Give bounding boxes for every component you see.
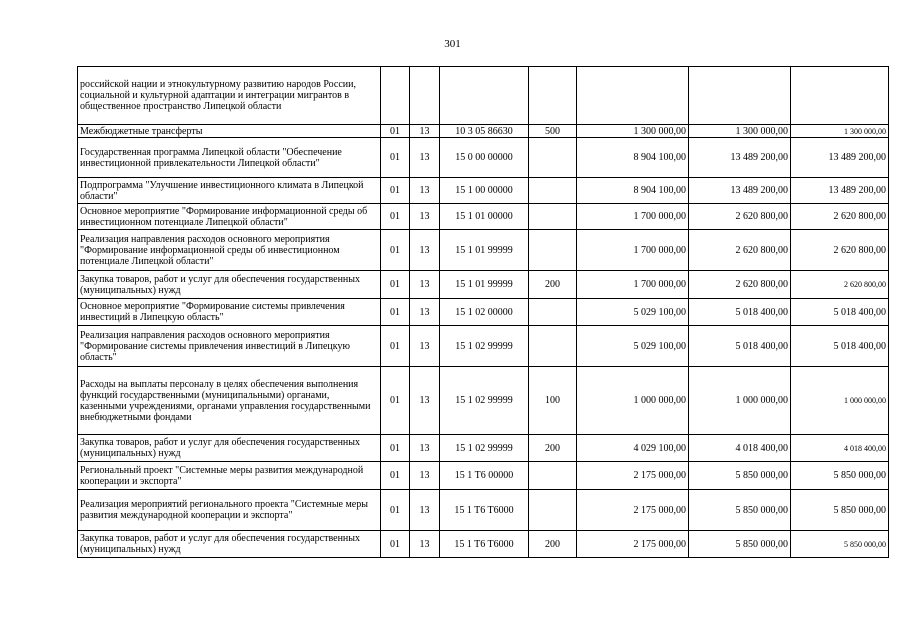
amount-year-2: 2 620 800,00 (689, 230, 791, 271)
target-article-code: 15 1 T6 T6000 (440, 531, 529, 558)
target-article-code: 15 1 T6 T6000 (440, 490, 529, 531)
expense-type-code: 200 (529, 435, 577, 462)
expense-type-code (529, 67, 577, 125)
row-description: Расходы на выплаты персоналу в целях обеспечения выполнения функций государственными (муниципальными) органами, казенными учреждениями, органами управления государственными внебюджетными фондами (78, 367, 381, 435)
section-code: 01 (381, 138, 410, 178)
amount-year-3: 13 489 200,00 (791, 178, 889, 204)
section-code: 01 (381, 230, 410, 271)
expense-type-code: 100 (529, 367, 577, 435)
amount-year-1: 1 700 000,00 (577, 230, 689, 271)
amount-year-3: 5 850 000,00 (791, 531, 889, 558)
expense-type-code (529, 490, 577, 531)
subsection-code: 13 (410, 462, 440, 490)
subsection-code: 13 (410, 178, 440, 204)
subsection-code: 13 (410, 125, 440, 138)
expense-type-code (529, 299, 577, 326)
target-article-code: 15 1 01 99999 (440, 271, 529, 299)
amount-year-2: 5 850 000,00 (689, 490, 791, 531)
target-article-code: 15 1 T6 00000 (440, 462, 529, 490)
amount-year-3: 2 620 800,00 (791, 230, 889, 271)
section-code: 01 (381, 490, 410, 531)
section-code: 01 (381, 326, 410, 367)
amount-year-3: 5 018 400,00 (791, 299, 889, 326)
row-description: Закупка товаров, работ и услуг для обеспечения государственных (муниципальных) нужд (78, 271, 381, 299)
target-article-code: 10 3 05 86630 (440, 125, 529, 138)
amount-year-2: 5 850 000,00 (689, 462, 791, 490)
expense-type-code (529, 204, 577, 230)
expense-type-code (529, 178, 577, 204)
expense-type-code: 200 (529, 531, 577, 558)
row-description: Государственная программа Липецкой области "Обеспечение инвестиционной привлекательности Липецкой области" (78, 138, 381, 178)
target-article-code: 15 1 01 99999 (440, 230, 529, 271)
amount-year-1: 2 175 000,00 (577, 462, 689, 490)
amount-year-1: 1 700 000,00 (577, 204, 689, 230)
amount-year-1: 1 700 000,00 (577, 271, 689, 299)
row-description: российской нации и этнокультурному развитию народов России, социальной и культурной адаптации и интеграции мигрантов в общественное пространство Липецкой области (78, 67, 381, 125)
row-description: Реализация направления расходов основного мероприятия "Формирование системы привлечения инвестиций в Липецкую область" (78, 326, 381, 367)
amount-year-3: 2 620 800,00 (791, 271, 889, 299)
subsection-code (410, 67, 440, 125)
row-description: Основное мероприятие "Формирование системы привлечения инвестиций в Липецкую область" (78, 299, 381, 326)
table-row (78, 67, 889, 125)
subsection-code: 13 (410, 230, 440, 271)
table-row (78, 299, 889, 326)
page-number: 301 (444, 38, 461, 50)
row-description: Закупка товаров, работ и услуг для обеспечения государственных (муниципальных) нужд (78, 435, 381, 462)
amount-year-3: 13 489 200,00 (791, 138, 889, 178)
amount-year-1: 4 029 100,00 (577, 435, 689, 462)
amount-year-2: 1 300 000,00 (689, 125, 791, 138)
expense-type-code (529, 326, 577, 367)
table-row (78, 271, 889, 299)
section-code: 01 (381, 178, 410, 204)
table-row (78, 435, 889, 462)
amount-year-3: 1 300 000,00 (791, 125, 889, 138)
subsection-code: 13 (410, 367, 440, 435)
amount-year-2: 5 850 000,00 (689, 531, 791, 558)
section-code: 01 (381, 462, 410, 490)
expense-type-code (529, 230, 577, 271)
target-article-code (440, 67, 529, 125)
table-row (78, 462, 889, 490)
amount-year-2: 2 620 800,00 (689, 271, 791, 299)
amount-year-3: 4 018 400,00 (791, 435, 889, 462)
amount-year-2: 1 000 000,00 (689, 367, 791, 435)
amount-year-2: 13 489 200,00 (689, 138, 791, 178)
section-code: 01 (381, 125, 410, 138)
amount-year-1: 5 029 100,00 (577, 299, 689, 326)
row-description: Региональный проект "Системные меры развития международной кооперации и экспорта" (78, 462, 381, 490)
amount-year-2: 2 620 800,00 (689, 204, 791, 230)
row-description: Межбюджетные трансферты (78, 125, 381, 138)
section-code (381, 67, 410, 125)
amount-year-1 (577, 67, 689, 125)
section-code: 01 (381, 271, 410, 299)
table-row (78, 490, 889, 531)
target-article-code: 15 1 02 99999 (440, 367, 529, 435)
target-article-code: 15 1 02 99999 (440, 326, 529, 367)
amount-year-3: 2 620 800,00 (791, 204, 889, 230)
expense-type-code: 500 (529, 125, 577, 138)
amount-year-1: 1 000 000,00 (577, 367, 689, 435)
amount-year-3: 5 850 000,00 (791, 462, 889, 490)
subsection-code: 13 (410, 204, 440, 230)
table-row (78, 138, 889, 178)
amount-year-3: 5 850 000,00 (791, 490, 889, 531)
subsection-code: 13 (410, 326, 440, 367)
table-row (78, 230, 889, 271)
expense-type-code (529, 138, 577, 178)
section-code: 01 (381, 299, 410, 326)
section-code: 01 (381, 435, 410, 462)
expense-type-code (529, 462, 577, 490)
subsection-code: 13 (410, 271, 440, 299)
subsection-code: 13 (410, 435, 440, 462)
budget-table (77, 66, 889, 558)
target-article-code: 15 1 00 00000 (440, 178, 529, 204)
row-description: Реализация направления расходов основного мероприятия "Формирование информационной среды об инвестиционном потенциале Липецкой области" (78, 230, 381, 271)
section-code: 01 (381, 204, 410, 230)
amount-year-1: 8 904 100,00 (577, 138, 689, 178)
subsection-code: 13 (410, 138, 440, 178)
amount-year-1: 2 175 000,00 (577, 490, 689, 531)
amount-year-2: 13 489 200,00 (689, 178, 791, 204)
table-row (78, 204, 889, 230)
table-row (78, 326, 889, 367)
subsection-code: 13 (410, 490, 440, 531)
table-row (78, 125, 889, 138)
amount-year-1: 8 904 100,00 (577, 178, 689, 204)
table-row (78, 531, 889, 558)
target-article-code: 15 1 02 99999 (440, 435, 529, 462)
amount-year-2: 4 018 400,00 (689, 435, 791, 462)
subsection-code: 13 (410, 531, 440, 558)
amount-year-1: 1 300 000,00 (577, 125, 689, 138)
section-code: 01 (381, 367, 410, 435)
table-row (78, 178, 889, 204)
amount-year-3: 5 018 400,00 (791, 326, 889, 367)
target-article-code: 15 1 02 00000 (440, 299, 529, 326)
amount-year-1: 2 175 000,00 (577, 531, 689, 558)
row-description: Реализация мероприятий регионального проекта "Системные меры развития международной кооперации и экспорта" (78, 490, 381, 531)
amount-year-2: 5 018 400,00 (689, 326, 791, 367)
table-row (78, 367, 889, 435)
amount-year-1: 5 029 100,00 (577, 326, 689, 367)
amount-year-2: 5 018 400,00 (689, 299, 791, 326)
section-code: 01 (381, 531, 410, 558)
row-description: Подпрограмма "Улучшение инвестиционного климата в Липецкой области" (78, 178, 381, 204)
target-article-code: 15 1 01 00000 (440, 204, 529, 230)
target-article-code: 15 0 00 00000 (440, 138, 529, 178)
subsection-code: 13 (410, 299, 440, 326)
row-description: Закупка товаров, работ и услуг для обеспечения государственных (муниципальных) нужд (78, 531, 381, 558)
amount-year-3: 1 000 000,00 (791, 367, 889, 435)
amount-year-2 (689, 67, 791, 125)
row-description: Основное мероприятие "Формирование информационной среды об инвестиционном потенциале Липецкой области" (78, 204, 381, 230)
amount-year-3 (791, 67, 889, 125)
expense-type-code: 200 (529, 271, 577, 299)
